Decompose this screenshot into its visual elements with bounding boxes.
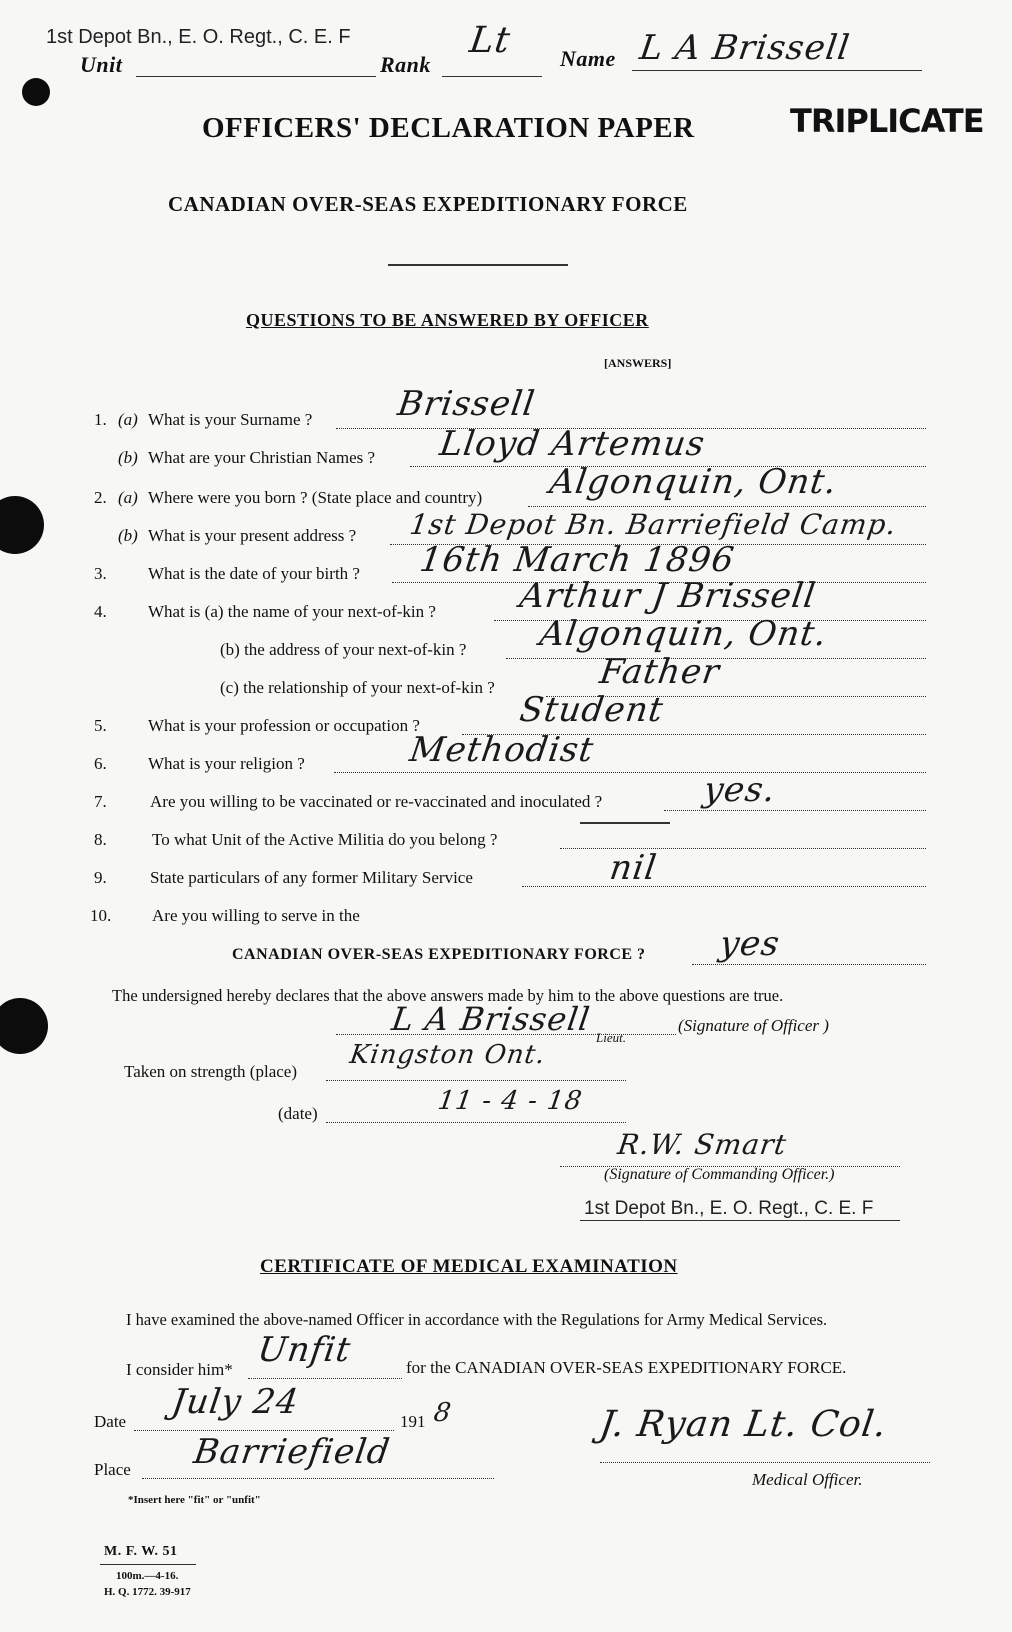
name-label: Name [560,46,616,71]
answers-label: [ANSWERS] [604,356,672,370]
question-number: 4. [94,602,107,621]
rank-line [442,76,542,77]
form-code-rule [100,1564,196,1565]
question-number: 6. [94,754,107,773]
answer-birth-date: 16th March 1896 [417,540,738,580]
answer-military-service: nil [607,848,660,888]
question-text: What is (a) the name of your next-of-kin ? [148,602,436,621]
medical-place-value: Barriefield [191,1432,393,1472]
question-text: What is your Surname ? [148,410,313,429]
declaration-text: The undersigned hereby declares that the above answers made by him to the above questions are true. [112,986,784,1005]
unit-label: Unit [80,52,123,77]
taken-on-strength-line [326,1080,626,1081]
question-sub: (b) [118,448,138,467]
question-text: Are you willing to be vaccinated or re-vaccinated and inoculated ? [150,792,603,811]
answer-line [528,506,926,507]
question-text: What are your Christian Names ? [148,448,376,467]
question-text: (c) the relationship of your next-of-kin ? [220,678,495,697]
question-number: 5. [94,716,107,735]
answer-line [334,772,926,773]
unit-stamp: 1st Depot Bn., E. O. Regt., C. E. F [46,26,351,48]
form-hq-number: H. Q. 1772. 39-917 [104,1586,191,1598]
question-text: What is your religion ? [148,754,305,773]
questions-heading: QUESTIONS TO BE ANSWERED BY OFFICER [246,310,649,330]
medical-consider-value: Unfit [255,1330,354,1370]
medical-officer-signature: J. Ryan Lt. Col. [597,1404,890,1445]
question-number: 8. [94,830,107,849]
answer-religion: Methodist [407,730,597,770]
officer-signature: L A Brissell [389,1000,593,1038]
unit-line [136,76,376,77]
unit-stamp-underline [580,1220,900,1221]
answer-line [522,886,926,887]
strength-date-label: (date) [278,1104,318,1123]
question-number: 7. [94,792,107,811]
name-line [632,70,922,71]
question-number: 10. [90,906,112,925]
answer-next-of-kin-address: Algonquin, Ont. [537,614,830,654]
taken-on-strength-place: Kingston Ont. [347,1040,548,1070]
question-text: What is your profession or occupation ? [148,716,420,735]
medical-place-label: Place [94,1460,131,1479]
binder-hole-top [22,78,50,106]
medical-consider-prefix: I consider him* [126,1360,233,1379]
medical-heading: CERTIFICATE OF MEDICAL EXAMINATION [260,1256,678,1277]
answer-christian-names: Lloyd Artemus [437,424,708,464]
medical-consider-line [248,1378,402,1379]
rank-label: Rank [380,52,431,77]
medical-place-line [142,1478,494,1479]
question-sub: (b) [118,526,138,545]
medical-officer-label: Medical Officer. [752,1470,863,1489]
medical-statement: I have examined the above-named Officer in accordance with the Regulations for Army Medical Services. [126,1310,828,1329]
answer-next-of-kin-name: Arthur J Brissell [517,576,819,616]
medical-footnote: *Insert here "fit" or "unfit" [128,1494,261,1506]
question-text: (b) the address of your next-of-kin ? [220,640,467,659]
question-number: 2. [94,488,107,507]
officer-signature-note: Lieut. [596,1030,626,1045]
question-text: Where were you born ? (State place and country) [148,488,483,507]
strength-date-line [326,1122,626,1123]
question-number: 1. [94,410,107,429]
answer-vaccination: yes. [701,770,779,810]
page-title: OFFICERS' DECLARATION PAPER [202,112,695,144]
medical-consider-suffix: for the CANADIAN OVER-SEAS EXPEDITIONARY FORCE. [406,1358,847,1377]
rank-value: Lt [467,20,514,61]
triplicate-stamp: TRIPLICATE [790,102,984,140]
question-sub: (a) [118,488,138,507]
question-sub: (a) [118,410,138,429]
unit-stamp-bottom: 1st Depot Bn., E. O. Regt., C. E. F [584,1198,874,1219]
form-code: M. F. W. 51 [104,1544,178,1559]
co-signature: R.W. Smart [615,1128,790,1161]
signature-of-officer-label: (Signature of Officer ) [678,1016,829,1035]
answer-next-of-kin-relationship: Father [597,652,723,692]
taken-on-strength-label: Taken on strength (place) [124,1062,297,1081]
binder-hole-bottom [0,998,48,1054]
answer-willing-to-serve: yes [717,924,783,964]
answer-occupation: Student [517,690,667,730]
question-text: What is the date of your birth ? [148,564,360,583]
question-text: Are you willing to serve in the [152,906,360,925]
question-number: 9. [94,868,107,887]
medical-year-prefix: 191 [400,1412,426,1431]
medical-year-value: 8 [431,1398,454,1428]
answer-surname: Brissell [395,384,538,424]
name-value: L A Brissell [637,28,853,68]
question-text-line2: CANADIAN OVER-SEAS EXPEDITIONARY FORCE ? [232,946,646,963]
medical-date-label: Date [94,1412,127,1431]
medical-date-value: July 24 [169,1382,302,1422]
form-print-run: 100m.—4-16. [116,1570,179,1582]
title-rule [388,264,568,266]
question-number: 3. [94,564,107,583]
medical-date-line [134,1430,394,1431]
binder-hole-middle [0,496,44,554]
question-text: To what Unit of the Active Militia do you belong ? [152,830,498,849]
strength-date-value: 11 - 4 - 18 [435,1086,585,1116]
subtitle: CANADIAN OVER-SEAS EXPEDITIONARY FORCE [168,192,688,216]
answer-present-address: 1st Depot Bn. Barriefield Camp. [407,508,899,541]
answer-line [692,964,926,965]
answer-line [664,810,926,811]
answer-dash [580,822,670,824]
medical-officer-line [600,1462,930,1463]
answer-birthplace: Algonquin, Ont. [547,462,840,502]
co-signature-label: (Signature of Commanding Officer.) [604,1166,835,1183]
question-text: What is your present address ? [148,526,357,545]
question-text: State particulars of any former Military Service [150,868,473,887]
